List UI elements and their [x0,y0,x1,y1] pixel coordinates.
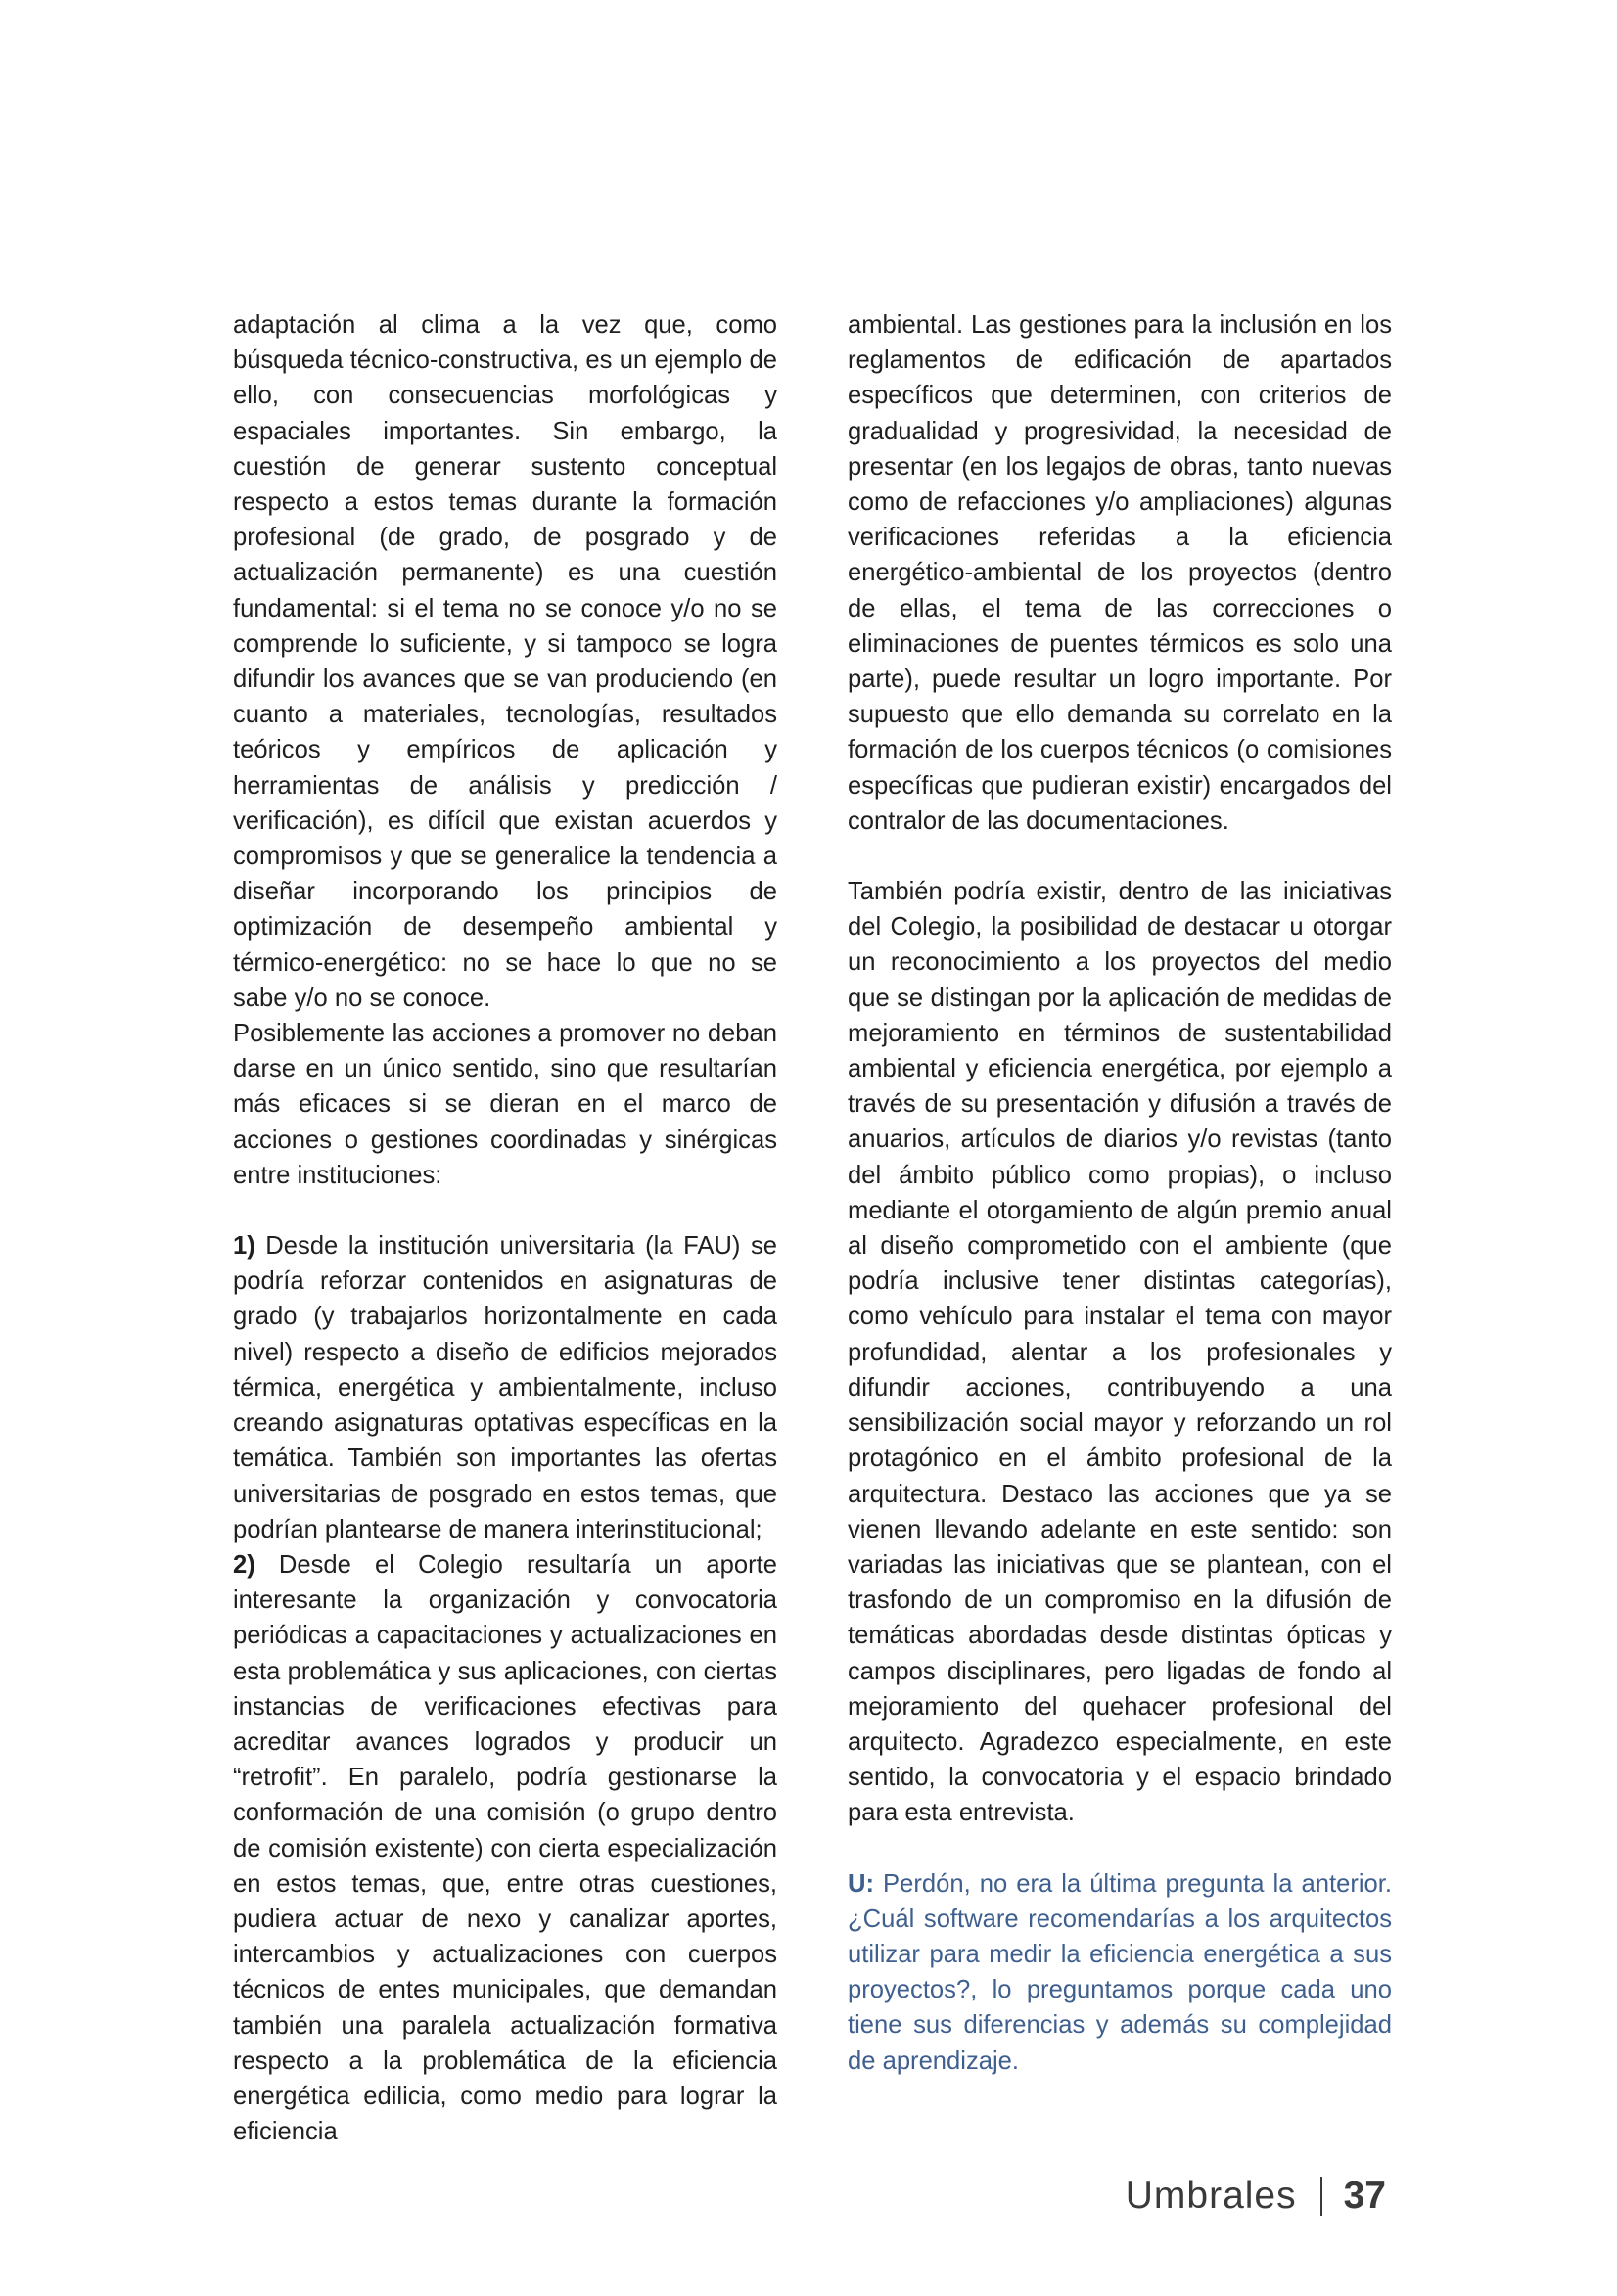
footer-divider [1320,2177,1322,2216]
question-label: U: [848,1869,875,1898]
magazine-name: Umbrales [1125,2175,1297,2217]
page-footer [1126,2175,1386,2218]
right-column [848,307,1392,2079]
question-text: Perdón, no era la última pregunta la anterior. ¿Cuál software recomendarías a los arquitectos utilizar para medir la eficiencia energética a sus proyectos?, lo preguntamos porque cada uno tiene sus diferencias y además su complejidad de aprendizaje. [848,1869,1392,2075]
body-paragraph: adaptación al clima a la vez que, como búsqueda técnico-constructiva, es un ejemplo de ello, con consecuencias morfológicas y espaciales importantes. Sin embargo, la cuestión de generar sustento conceptual respecto a estos temas durante la formación profesional (de grado, de posgrado y de actualización permanente) es una cuestión fundamental: si el tema no se conoce y/o no se comprende lo suficiente, y si tampoco se logra difundir los avances que se van produciendo (en cuanto a materiales, tecnologías, resultados teóricos y empíricos de aplicación y herramientas de análisis y predicción / verificación), es difícil que existan acuerdos y compromisos y que se generalice la tendencia a diseñar incorporando los principios de optimización de desempeño ambiental y térmico-energético: no se hace lo que no se sabe y/o no se conoce. [233,311,777,1012]
list-item-text: Desde el Colegio resultaría un aporte interesante la organización y convocatoria periódicas a capacitaciones y actualizaciones en esta problemática y sus aplicaciones, con ciertas instancias de verificaciones efectivas para acreditar avances logrados y producir un “retrofit”. En paralelo, podría gestionarse la conformación de una comisión (o grupo dentro de comisión existente) con cierta especialización en estos temas, que, entre otras cuestiones, pudiera actuar de nexo y canalizar aportes, intercambios y actualizaciones con cuerpos técnicos de entes municipales, que demandan también una paralela actualización formativa respecto a la problemática de la eficiencia energética edilicia, como medio para lograr la eficiencia [233,1550,777,2146]
body-paragraph: Posiblemente las acciones a promover no deban darse en un único sentido, sino que resultarían más eficaces si se dieran en el marco de acciones o gestiones coordinadas y sinérgicas entre instituciones: [233,1020,777,1189]
list-item-text: Desde la institución universitaria (la FAU) se podría reforzar contenidos en asignaturas de grado (y trabajarlos horizontalmente en cada nivel) respecto a diseño de edificios mejorados térmica, energética y ambientalmente, incluso creando asignaturas optativas específicas en la temática. También son importantes las ofertas universitarias de posgrado en estos temas, que podrían plantearse de manera interinstitucional; [233,1232,777,1543]
list-item-number: 2) [233,1550,255,1579]
interview-question [848,1866,1392,2079]
list-item [233,1228,777,1547]
left-column [233,307,777,2149]
page-number: 37 [1343,2175,1386,2217]
list-item [233,1547,777,2149]
body-paragraph: También podría existir, dentro de las iniciativas del Colegio, la posibilidad de destacar u otorgar un reconocimiento a los proyectos del medio que se distingan por la aplicación de medidas de mejoramiento en términos de sustentabilidad ambiental y eficiencia energética, por ejemplo a través de su presentación y difusión a través de anuarios, artículos de diarios y/o revistas (tanto del ámbito público como propias), o incluso mediante el otorgamiento de algún premio anual al diseño comprometido con el ambiente (que podría inclusive tener distintas categorías), como vehículo para instalar el tema con mayor profundidad, alentar a los profesionales y difundir acciones, contribuyendo a una sensibilización social mayor y reforzando un rol protagónico en el ámbito profesional de la arquitectura. Destaco las acciones que ya se vienen llevando adelante en este sentido: son variadas las iniciativas que se plantean, con el trasfondo de un compromiso en la difusión de temáticas abordadas desde distintas ópticas y campos disciplinares, pero ligadas de fondo al mejoramiento del quehacer profesional del arquitecto. Agradezco especialmente, en este sentido, la convocatoria y el espacio brindado para esta entrevista. [848,878,1392,1827]
list-item-number: 1) [233,1232,255,1261]
body-paragraph: ambiental. Las gestiones para la inclusión en los reglamentos de edificación de apartados específicos que determinen, con criterios de gradualidad y progresividad, la necesidad de presentar (en los legajos de obras, tanto nuevas como de refacciones y/o ampliaciones) algunas verificaciones referidas a la eficiencia energético-ambiental de los proyectos (dentro de ellas, el tema de las correcciones o eliminaciones de puentes térmicos es solo una parte), puede resultar un logro importante. Por supuesto que ello demanda su correlato en la formación de los cuerpos técnicos (o comisiones específicas que pudieran existir) encargados del contralor de las documentaciones. [848,311,1392,835]
